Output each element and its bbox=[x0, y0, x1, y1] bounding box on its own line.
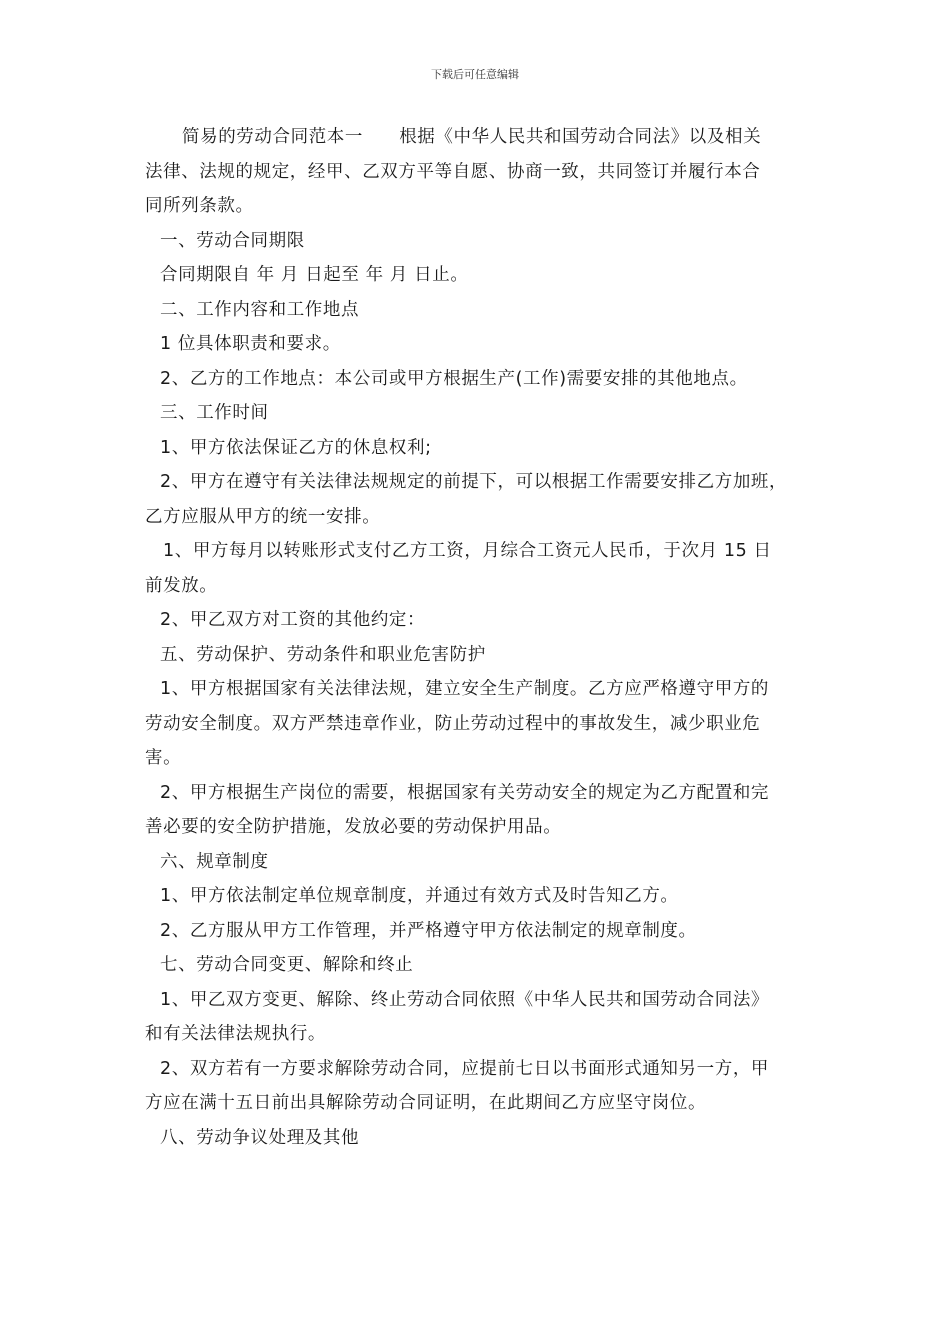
paragraph-line: 1、甲方根据国家有关法律法规，建立安全生产制度。乙方应严格遵守甲方的 bbox=[160, 679, 770, 699]
paragraph-line: 二、工作内容和工作地点 bbox=[160, 299, 360, 320]
paragraph-line: 1 位具体职责和要求。 bbox=[160, 334, 341, 354]
paragraph-line: 六、规章制度 bbox=[160, 851, 269, 872]
page-header-note: 下载后可任意编辑 bbox=[431, 68, 519, 81]
paragraph-line: 法律、法规的规定，经甲、乙双方平等自愿、协商一致，共同签订并履行本合 bbox=[145, 161, 761, 182]
paragraph-line: 五、劳动保护、劳动条件和职业危害防护 bbox=[160, 644, 486, 665]
paragraph-line: 方应在满十五日前出具解除劳动合同证明，在此期间乙方应坚守岗位。 bbox=[145, 1093, 707, 1113]
paragraph-line: 七、劳动合同变更、解除和终止 bbox=[160, 955, 414, 975]
paragraph-line: 2、甲乙双方对工资的其他约定： bbox=[160, 610, 426, 630]
paragraph-line: 2、乙方的工作地点：本公司或甲方根据生产(工作)需要安排的其他地点。 bbox=[160, 368, 748, 389]
paragraph-line: 同所列条款。 bbox=[145, 196, 254, 216]
paragraph-line: 八、劳动争议处理及其他 bbox=[160, 1127, 360, 1148]
paragraph-line: 1、甲乙双方变更、解除、终止劳动合同依照《中华人民共和国劳动合同法》 bbox=[160, 989, 770, 1010]
paragraph-line: 合同期限自 年 月 日起至 年 月 日止。 bbox=[160, 265, 469, 285]
paragraph-line: 乙方应服从甲方的统一安排。 bbox=[145, 506, 381, 527]
paragraph-line: 前发放。 bbox=[145, 575, 218, 596]
paragraph-line: 害。 bbox=[145, 748, 182, 768]
paragraph-line: 和有关法律法规执行。 bbox=[145, 1024, 326, 1044]
contract-body bbox=[145, 120, 813, 1155]
paragraph-line: 2、甲方根据生产岗位的需要，根据国家有关劳动安全的规定为乙方配置和完 bbox=[160, 782, 770, 803]
paragraph-line: 劳动安全制度。双方严禁违章作业，防止劳动过程中的事故发生，减少职业危 bbox=[145, 713, 761, 734]
paragraph-line: 善必要的安全防护措施，发放必要的劳动保护用品。 bbox=[145, 817, 562, 837]
paragraph-line: 1、甲方依法保证乙方的休息权利; bbox=[160, 437, 432, 458]
paragraph-line: 2、双方若有一方要求解除劳动合同，应提前七日以书面形式通知另一方，甲 bbox=[160, 1058, 770, 1079]
paragraph-line: 三、工作时间 bbox=[160, 403, 269, 423]
paragraph-line: 2、乙方服从甲方工作管理，并严格遵守甲方依法制定的规章制度。 bbox=[160, 920, 697, 941]
paragraph-line: 简易的劳动合同范本一 根据《中华人民共和国劳动合同法》以及相关 bbox=[182, 127, 762, 147]
paragraph-line: 一、劳动合同期限 bbox=[160, 230, 305, 251]
paragraph-line: 1、甲方依法制定单位规章制度，并通过有效方式及时告知乙方。 bbox=[160, 886, 679, 906]
paragraph-line: 2、甲方在遵守有关法律法规规定的前提下，可以根据工作需要安排乙方加班， bbox=[160, 472, 788, 492]
paragraph-line: 1、甲方每月以转账形式支付乙方工资，月综合工资元人民币，于次月 15 日 bbox=[163, 541, 772, 561]
